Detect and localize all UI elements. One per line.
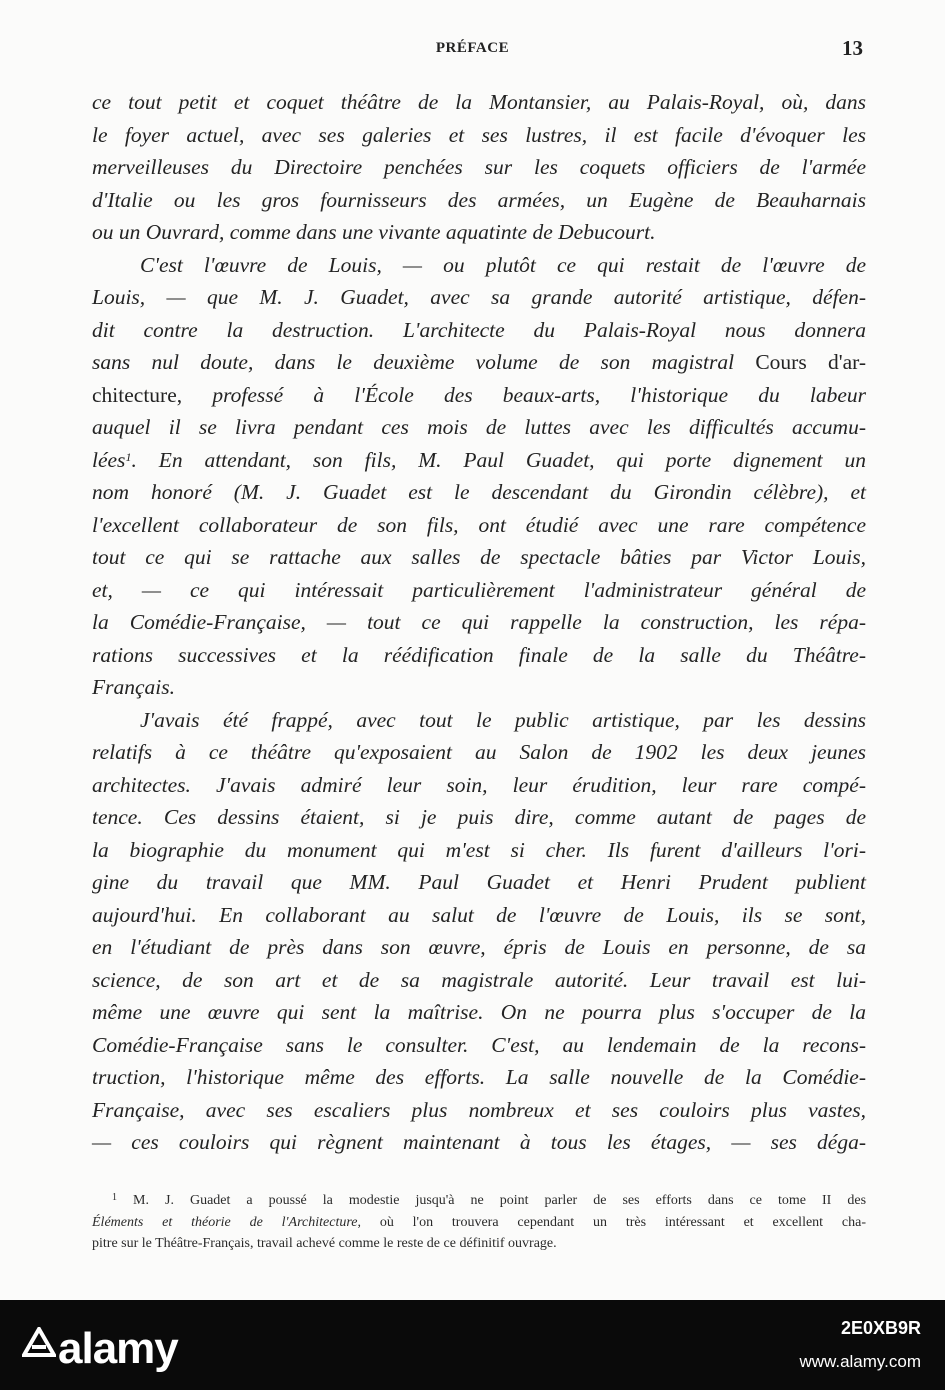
- text-line: C'est l'œuvre de Louis, — ou plutôt ce qui restait de l'œuvre de: [140, 252, 866, 277]
- watermark-banner: [0, 1300, 945, 1390]
- text-line: Française, avec ses escaliers plus nombreux et ses couloirs plus vastes,: [92, 1097, 866, 1122]
- text-line: relatifs à ce théâtre qu'exposaient au Salon de 1902 les deux jeunes: [92, 740, 866, 764]
- running-title: PRÉFACE: [435, 40, 510, 56]
- text-line: tout ce qui se rattache aux salles de spectacle bâties par Victor Louis,: [92, 545, 866, 569]
- text-line: [92, 444, 866, 477]
- site-url: www.alamy.com: [799, 1352, 921, 1371]
- text-line: [92, 379, 866, 412]
- text-line: en l'étudiant de près dans son œuvre, épris de Louis en personne, de sa: [92, 935, 866, 959]
- footnote: [92, 1190, 866, 1255]
- text-line: et, — ce qui intéressait particulièrement l'administrateur général de: [92, 577, 866, 602]
- text-line: science, de son art et de sa magistrale autorité. Leur travail est lui-: [92, 967, 866, 992]
- alamy-logo-icon: [22, 1318, 56, 1368]
- body-text: [92, 86, 866, 1159]
- text-line: tence. Ces dessins étaient, si je puis dire, comme autant de pages de: [92, 805, 866, 829]
- image-id: 2E0XB9R: [840, 1318, 921, 1338]
- text-segment: professé à l'École des beaux-arts, l'historique du labeur: [212, 382, 867, 407]
- text-line: — ces couloirs qui règnent maintenant à tous les étages, — ses déga-: [92, 1130, 866, 1154]
- text-line: Comédie-Française sans le consulter. C'est, au lendemain de la recons-: [92, 1032, 866, 1057]
- footnote-text: , où l'on trouvera cependant un très intéressant et excellent cha-: [357, 1214, 866, 1230]
- text-segment: . En attendant, son fils, M. Paul Guadet, qui porte dignement un: [131, 447, 866, 472]
- footnote-line: [92, 1212, 866, 1234]
- text-line: nom honoré (M. J. Guadet est le descendant du Girondin célèbre), et: [92, 480, 866, 504]
- text-line: même une œuvre qui sent la maîtrise. On ne pourra plus s'occuper de la: [92, 1000, 866, 1024]
- brand-logo: [22, 1318, 178, 1374]
- footnote-line: pitre sur le Théâtre-Français, travail achevé comme le reste de ce définitif ouvrage.: [92, 1236, 557, 1251]
- text-line: auquel il se livra pendant ces mois de luttes avec les difficultés accumu-: [92, 415, 866, 439]
- text-line: gine du travail que MM. Paul Guadet et Henri Prudent publient: [92, 870, 866, 894]
- text-line: l'excellent collaborateur de son fils, ont étudié avec une rare compétence: [92, 512, 866, 537]
- cited-work-title: Éléments et théorie de l'Architecture: [92, 1214, 358, 1230]
- footnote-marker: 1: [112, 1192, 117, 1203]
- text-line: [92, 346, 866, 379]
- text-line: truction, l'historique même des efforts. La salle nouvelle de la Comédie-: [92, 1065, 866, 1089]
- text-line: le foyer actuel, avec ses galeries et ses lustres, il est facile d'évoquer les: [92, 122, 866, 147]
- text-line: J'avais été frappé, avec tout le public artistique, par les dessins: [140, 707, 866, 732]
- book-title-roman: chitecture,: [92, 382, 183, 407]
- text-segment: lées: [92, 447, 126, 472]
- text-line: Louis, — que M. J. Guadet, avec sa grande autorité artistique, défen-: [92, 285, 866, 309]
- text-line: architectes. J'avais admiré leur soin, leur érudition, leur rare compé-: [92, 772, 866, 797]
- footnote-line: [92, 1190, 866, 1212]
- page-number: 13: [842, 36, 863, 60]
- text-line: rations successives et la réédification finale de la salle du Théâtre-: [92, 642, 866, 667]
- text-line: la biographie du monument qui m'est si cher. Ils furent d'ailleurs l'ori-: [92, 837, 866, 862]
- text-segment: sans nul doute, dans le deuxième volume de son magistral: [92, 350, 735, 374]
- text-line: ce tout petit et coquet théâtre de la Montansier, au Palais-Royal, où, dans: [92, 90, 866, 114]
- text-line: d'Italie ou les gros fournisseurs des armées, un Eugène de Beauharnais: [92, 187, 866, 212]
- text-line: aujourd'hui. En collaborant au salut de l'œuvre de Louis, ils se sont,: [92, 902, 866, 927]
- text-line: ou un Ouvrard, comme dans une vivante aquatinte de Debucourt.: [92, 220, 656, 244]
- text-line: Français.: [92, 675, 176, 699]
- book-title-roman: Cours d'ar-: [755, 350, 866, 374]
- brand-name: alamy: [58, 1324, 178, 1373]
- footnote-reference: 1: [125, 449, 132, 464]
- footnote-text: M. J. Guadet a poussé la modestie jusqu'à ne point parler de ses efforts dans ce tome II des: [133, 1193, 867, 1208]
- text-line: merveilleuses du Directoire penchées sur les coquets officiers de l'armée: [92, 155, 866, 179]
- text-line: dit contre la destruction. L'architecte du Palais-Royal nous donnera: [92, 317, 866, 342]
- text-line: la Comédie-Française, — tout ce qui rappelle la construction, les répa-: [92, 610, 866, 634]
